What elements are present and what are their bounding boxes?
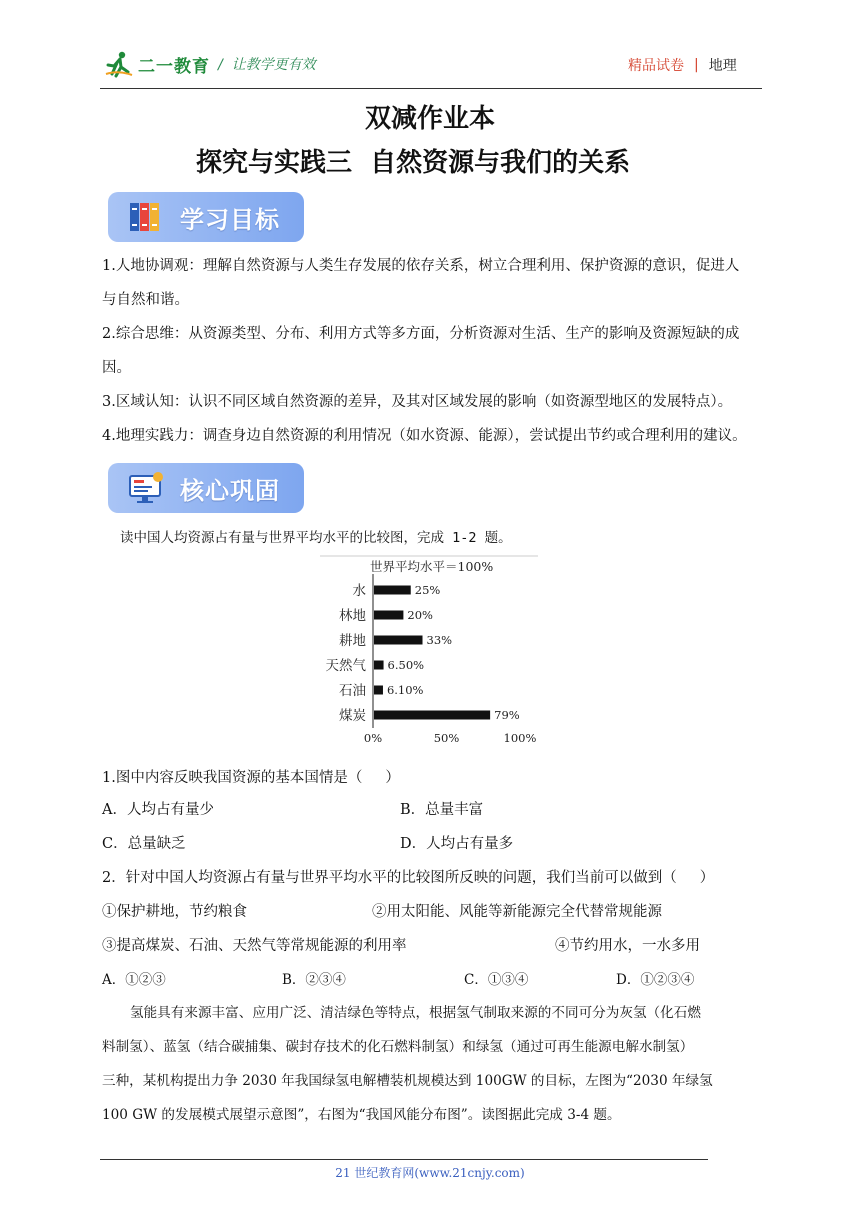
q2-statement-2: ②用太阳能、风能等新能源完全代替常规能源 [372, 904, 662, 920]
bar [374, 611, 403, 620]
footer-source: 21 世纪教育网(www.21cnjy.com) [335, 1166, 525, 1180]
category-label: 林地 [339, 608, 366, 624]
category-label: 石油 [339, 683, 366, 699]
bar [374, 661, 384, 670]
bar-value-label: 6.50% [387, 658, 425, 672]
q2-option-d: D．①②③④ [616, 972, 695, 988]
objective-4: 4.地理实践力：调查身边自然资源的利用情况（如水资源、能源），尝试提出节约或合理利用的建议。 [102, 428, 747, 444]
section-banner-core [108, 463, 304, 513]
q2-statement-3: ③提高煤炭、石油、天然气等常规能源的利用率 [102, 938, 407, 954]
passage-line-3: 三种，某机构提出力争 2030 年我国绿氢电解槽装机规模达到 100GW 的目标，左图为“2030 年绿氢 [102, 1073, 713, 1089]
passage-line-1: 氢能具有来源丰富、应用广泛、清洁绿色等特点，根据氢气制取来源的不同可分为灰氢（化石燃 [130, 1005, 701, 1021]
bar [374, 686, 383, 695]
passage-line-4: 100 GW 的发展模式展望示意图”，右图为“我国风能分布图”。读图据此完成 3-4 题。 [102, 1107, 621, 1123]
bar-value-label: 33% [426, 633, 453, 647]
q2-statement-4: ④节约用水，一水多用 [555, 938, 700, 954]
category-label: 水 [352, 583, 366, 599]
q1-stem: 1.图中内容反映我国资源的基本国情是（ ） [102, 770, 400, 786]
bar-value-label: 79% [494, 708, 520, 722]
logo [104, 50, 210, 78]
objective-1-line-1: 1.人地协调观：理解自然资源与人类生存发展的依存关系，树立合理利用、保护资源的意识，促进人 [102, 258, 740, 274]
chart-title: 世界平均水平＝100% [370, 559, 494, 574]
q1-option-b: B．总量丰富 [400, 802, 484, 818]
subject-label: 地理 [708, 58, 737, 74]
slogan: / 让教学更有效 [218, 57, 316, 73]
q2-option-a: A．①②③ [102, 972, 166, 988]
bar [374, 636, 423, 645]
question-intro: 读中国人均资源占有量与世界平均水平的比较图，完成 1-2 题。 [120, 530, 512, 546]
category-label: 煤炭 [339, 708, 366, 724]
objective-3: 3.区域认知：认识不同区域自然资源的差异，及其对区域发展的影响（如资源型地区的发展特点）。 [102, 394, 733, 410]
bar-value-label: 6.10% [386, 683, 424, 697]
header-separator: | [694, 57, 699, 73]
computer-icon [126, 468, 166, 508]
page-title: 双减作业本 [364, 104, 495, 134]
section-banner-objectives [108, 192, 304, 242]
x-tick-label: 100% [503, 731, 537, 745]
quality-tag: 精品试卷 [628, 58, 684, 74]
header-divider [100, 88, 762, 89]
q1-option-d: D．人均占有量多 [400, 836, 514, 852]
category-label: 耕地 [339, 633, 366, 649]
bar-value-label: 25% [414, 583, 441, 597]
objective-2-line-1: 2.综合思维：从资源类型、分布、利用方式等多方面，分析资源对生活、生产的影响及资源短缺的成 [102, 326, 740, 342]
runner-logo-icon [104, 50, 134, 78]
x-tick-label: 50% [433, 731, 460, 745]
q1-option-c: C．总量缺乏 [102, 836, 186, 852]
q2-option-c: C．①③④ [464, 972, 529, 988]
q2-option-b: B．②③④ [282, 972, 346, 988]
x-tick-label: 0% [363, 731, 383, 745]
q2-statement-1: ①保护耕地，节约粮食 [102, 904, 247, 920]
banner-label: 学习目标 [180, 205, 280, 234]
books-icon [126, 197, 166, 237]
q1-option-a: A．人均占有量少 [102, 802, 214, 818]
resource-comparison-chart [320, 552, 550, 754]
logo-text: 二一教育 [138, 56, 210, 77]
banner-label: 核心巩固 [180, 476, 280, 505]
footer-divider [100, 1159, 708, 1160]
passage-line-2: 料制氢）、蓝氢（结合碳捕集、碳封存技术的化石燃料制氢）和绿氢（通过可再生能源电解水制氢） [102, 1039, 694, 1055]
header-right [628, 55, 737, 75]
slogan-text: 让教学更有效 [231, 57, 316, 73]
page-subtitle: 探究与实践三 自然资源与我们的关系 [196, 148, 631, 178]
category-label: 天然气 [325, 658, 366, 674]
objective-1-line-2: 与自然和谐。 [102, 292, 189, 308]
bar-value-label: 20% [407, 608, 433, 622]
objective-2-line-2: 因。 [102, 360, 131, 376]
bar [374, 586, 411, 595]
q2-stem: 2．针对中国人均资源占有量与世界平均水平的比较图所反映的问题，我们当前可以做到（ ） [102, 870, 715, 886]
bar [374, 711, 490, 720]
